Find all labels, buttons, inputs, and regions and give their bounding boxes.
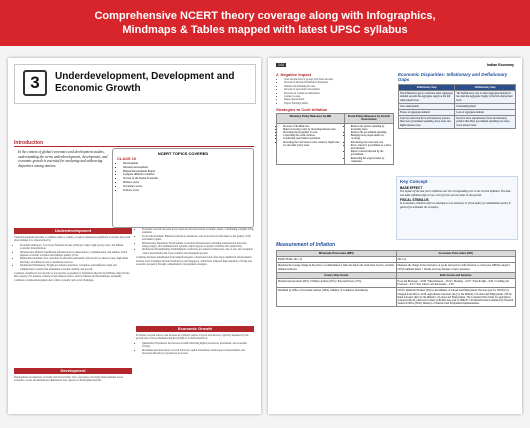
underdevelopment-points <box>20 244 132 271</box>
list-item: • Introducing new taxes and cess. <box>351 141 392 144</box>
table-header: Consumer Price Index (CPI) <box>396 251 516 257</box>
table-header: Both Goods and Services <box>396 272 516 278</box>
list-item: • Economic Indicators: Low Gross National Income (GNI) per capita, high poverty rates, and limited economic diversification. <box>20 244 132 251</box>
development-aspects <box>142 228 254 255</box>
list-item: • Institutional Strengthening: Establishment of effective governance frameworks, rule of law, and corruption control mechanisms that foster stability and sustainable growth. <box>142 248 254 255</box>
list-item: • Infrastructure Expansion: Development of essential infrastructure, including transportation networks, energy supply, and communication systems, which support economic activities and connectivity. <box>142 242 254 249</box>
fiscal-measures <box>351 125 392 163</box>
list-item: • Increase of the Bank rate. <box>283 125 343 128</box>
negative-impact-list <box>284 78 394 105</box>
list-item: • Tertiary sector <box>123 189 253 193</box>
table-row <box>399 91 516 104</box>
list-item: • Human Development: Poor outcomes in education and health, reflected in low literacy rates, high infant mortality, and limited access to healthcare services. <box>20 257 132 264</box>
disparities-section <box>398 72 516 129</box>
measurement-table <box>276 250 516 307</box>
ncert-class-label: CLASS 10 <box>117 156 137 161</box>
table-cell: Published by Office of Economic Adviser (OEA), Ministry of Commerce and Industry. <box>277 288 397 307</box>
table-row <box>277 123 394 164</box>
list-item: • Conducting open market operations. <box>283 137 343 140</box>
table-cell <box>277 123 345 164</box>
table-row <box>277 279 516 288</box>
list-item: • Investment and Innovation: Growth driven by capital investment, technological advancements, and increased efficiency in production processes. <box>142 349 254 356</box>
table-cell: Food and Beverage – 45.86 • Miscellaneous – 28.32 • Housing – 10.07 • Fuel & light – 6.84 • Clothing and Footwear – 6.53 • Pan, tobacco and intoxicants – 2.38 <box>396 279 516 288</box>
list-item: • Lenders Losses. <box>284 95 394 98</box>
fiscal-stimulus-label: FISCAL STIMULUS <box>400 198 429 203</box>
table-cell: The Inflationary gap is a situation when Aggregate demand exceeds the Aggregate supply at the full employment level. <box>399 91 455 104</box>
list-item: • Disturbs the Planning Process. <box>284 85 394 88</box>
list-item: • Development <box>123 162 253 166</box>
left-page <box>8 58 261 414</box>
economic-growth-intro: Economic Growth refers to the increase in a nation's output of goods and services, typically measured by the growth rate of Gross Domestic Product (GDP). It is characterized by: <box>136 334 249 341</box>
table-header: Monetary Policy Measures by RBI <box>277 114 345 123</box>
list-item: • Increasing the Cash reserve ratio, statutory liquid ratio etc and other policy rates. <box>283 141 343 147</box>
introduction-label: Introduction <box>14 140 254 147</box>
strategies-label: Strategies to Curb Inflation <box>276 107 328 113</box>
ncert-topic-list <box>123 162 253 192</box>
list-item: • Controlling the credit-creation. <box>283 134 343 137</box>
table-header: Deflationary Gap <box>455 85 516 91</box>
list-item: • Social Advancement: Enhanced education, healthcare, and social services that improve the quality of life and human capital. <box>142 235 254 242</box>
list-item: • Institutional Weaknesses: Fragile governance structures, corruption, and ineffective legal and administrative systems that undermine economic stability and growth. <box>20 264 132 271</box>
economic-growth-section <box>136 334 254 355</box>
list-item: • Price control by government as a short-term measure. <box>351 144 392 150</box>
table-cell: BASE YEAR: 2011-12 <box>277 257 397 263</box>
table-cell: The Deflationary Gap is when Aggregate Demand is less than the Aggregate Supply at the full employment level. <box>455 91 516 104</box>
list-item: • Decrease in Capital Accumulation. <box>284 92 394 95</box>
section-bar-economic-growth: Economic Growth <box>136 326 254 332</box>
list-item: • Human Development Report <box>123 170 253 174</box>
table-cell: CPI for Industrial Workers (IW) by the Ministry of Labour and Employment. The base year for CPI (IW) is changed from 2001 to 2016. Agricultural Labourers (AL) by the Ministry of Labour and Employment. CPI for Rural Labourer (RL) by the Ministry of Labour and Employment. The Consumer Price Index for agricultural workers (CPI-AL) and rural workers (CPI-RL) base year is 1986-87. CPI (Rural/Urban/Combined) by National Statistics Office (NSO), Ministry of Statistics and Programme Implementation. <box>396 288 516 307</box>
table-cell <box>344 123 393 164</box>
table-cell: Measures the average change in the prices of commodities for bulk sale before the retail level. Used to calculate inflation indicator. <box>278 264 395 271</box>
table-cell: Manufactured products (64%) • Primary Articles (20%) • Fuel and Power (15%) <box>277 279 397 288</box>
list-item: • Increase in speculative investment. <box>284 88 394 91</box>
running-header: Indian Economy <box>486 63 514 67</box>
list-item: • National development <box>123 166 253 170</box>
base-effect-text: The impact of the last year's inflation over the corresponding rise in the current inflation. The base can make inflation high or low, even if prices are the same in this period. <box>400 190 511 197</box>
list-item: • Import controls imposed by the government. <box>351 150 392 156</box>
table-header: Fiscal Policy Measures by Central Government <box>344 114 393 123</box>
table-cell: Used for restrictive fiscal and monetary policies like lower government spending, more taxes and higher interest rates. <box>399 116 455 129</box>
page-number: 144 <box>278 63 284 67</box>
section-bar-development: Development <box>14 368 132 374</box>
table-row <box>277 263 516 272</box>
promo-banner <box>0 0 530 46</box>
list-item: • Export Earnings Suffer. <box>284 102 394 105</box>
ncert-topics-box <box>112 148 254 228</box>
underdevelopment-tail: Countries classified as low-income or low-income economies by institutions like the World Bank often fall into this category. For instance, nations in Sub-Saharan Africa, such as Malawi and Mozambique, exemplify conditions of underdevelopment due to their economic and social challenges. <box>14 272 130 282</box>
measurement-title: Measurement of Inflation <box>276 242 336 248</box>
economic-growth-points <box>142 342 254 356</box>
table-cell: Over employment <box>399 103 455 109</box>
key-concept-box <box>396 176 518 240</box>
table-cell: Measures the change in the retail price of goods and services with reference to a base year. RBI has adopted CPI (Combined: Rural + Urban) as its key measure of price pressures. <box>396 263 516 272</box>
list-item: • Economic Growth: Increase in per capita income and overall economic output, contributing to higher living standards. <box>142 228 254 235</box>
table-header: Wholesale Price Index (WPI) <box>277 251 397 257</box>
table-cell: Excess of aggregate demand <box>399 110 455 116</box>
chapter-header <box>14 64 256 104</box>
underdevelopment-intro: Underdevelopment describes a condition where a country or region experiences significant economic and social shortcomings. It is characterized by <box>14 236 131 243</box>
list-item: • Reduces the private spending by increasing taxes. <box>351 125 392 131</box>
disparities-title: Economic Disparities: Inflationary and Deflationary Gaps <box>398 72 508 82</box>
key-concept-title: Key Concept <box>400 179 428 184</box>
list-item: • Stole income fell for groups with fixed income. <box>284 78 394 81</box>
intro-text: In the context of global economics and development studies, understanding the terms underdevelopment, development, and economic growth is essential for analyzing and addressing disparities among nations. <box>18 150 108 168</box>
right-page <box>268 58 522 414</box>
banner-line-2: Mindmaps & Tables mapped with latest UPSC syllabus <box>122 24 408 36</box>
development-aspects-section <box>136 228 254 266</box>
list-item: • Reduces the government spending. <box>351 131 392 134</box>
list-item: • Primary sector <box>123 181 253 185</box>
strategy-table <box>276 113 394 165</box>
list-item: • Sectors of the Indian Economic <box>123 177 253 181</box>
table-header: Covers Only Goods <box>277 272 397 278</box>
table-header: Inflationary Gap <box>399 85 455 91</box>
list-item: • Rupee depreciation. <box>284 98 394 101</box>
monetary-measures <box>283 125 343 147</box>
banner-line-1: Comprehensive NCERT theory coverage along with Infographics, <box>94 10 436 22</box>
list-item: • Secondary sector <box>123 185 253 189</box>
ncert-box-title: NCERT TOPICS COVERED <box>157 151 209 156</box>
table-row <box>399 116 516 129</box>
chapter-title: Underdevelopment, Development and Economic Growth <box>55 71 235 94</box>
negative-impact-label: 2. Negative Impact <box>276 72 312 77</box>
base-effect-label: BASE EFFECT <box>400 186 423 190</box>
gap-table <box>398 84 516 129</box>
development-text: Development encompasses a broader and more holistic view of progress, involving improvements across economic, social, and institutional dimensions. Key aspects of development include: <box>14 376 123 383</box>
table-cell: 2012-12 <box>396 257 516 263</box>
list-item: • Increasing the propensity to save. <box>283 131 343 134</box>
table-row <box>277 288 516 307</box>
list-item: • Restricting the wage increase by companies. <box>351 157 392 163</box>
list-item: • Compare different countries <box>123 173 253 177</box>
list-item: • Quantitative Expansion: An increase in GDP, reflecting higher production, investment, and economic activity. <box>142 342 254 349</box>
fiscal-stimulus-text: In economics, stimulus refers to attempts to use monetary or fiscal policy (or stabilization policy in general) to stimulate the economy. <box>400 202 511 209</box>
chapter-number: 3 <box>23 70 47 96</box>
list-item: • Increase in Income Distribution Inequality. <box>284 81 394 84</box>
table-cell: Used for more expansionary fiscal and monetary policies like More government spending, less taxes, lower interest rates. <box>455 116 516 129</box>
development-tail: Countries that have transitioned from underdeveloped to developed status often show significant advancements in these areas. Examples include South Korea and Singapore, which have achieved high standards of living and economic prosperity through comprehensive development strategies. <box>136 256 252 267</box>
list-item: • Bringing more people under tax coverage. <box>351 134 392 140</box>
measurement-section <box>276 242 516 307</box>
table-cell: Lack of aggregate demand <box>455 110 516 116</box>
list-item: • Infrastructure Deficits: Insufficient infrastructure in transportation, communication, and utilities, which impedes economic activities and hampers quality of life. <box>20 251 132 258</box>
table-cell: Underemployment <box>455 103 516 109</box>
negative-impact-section <box>276 72 394 165</box>
underdevelopment-section <box>14 236 132 282</box>
section-bar-underdevelopment: Underdevelopment <box>14 228 132 234</box>
list-item: • Make borrowing costly by increasing interest rates. <box>283 128 343 131</box>
